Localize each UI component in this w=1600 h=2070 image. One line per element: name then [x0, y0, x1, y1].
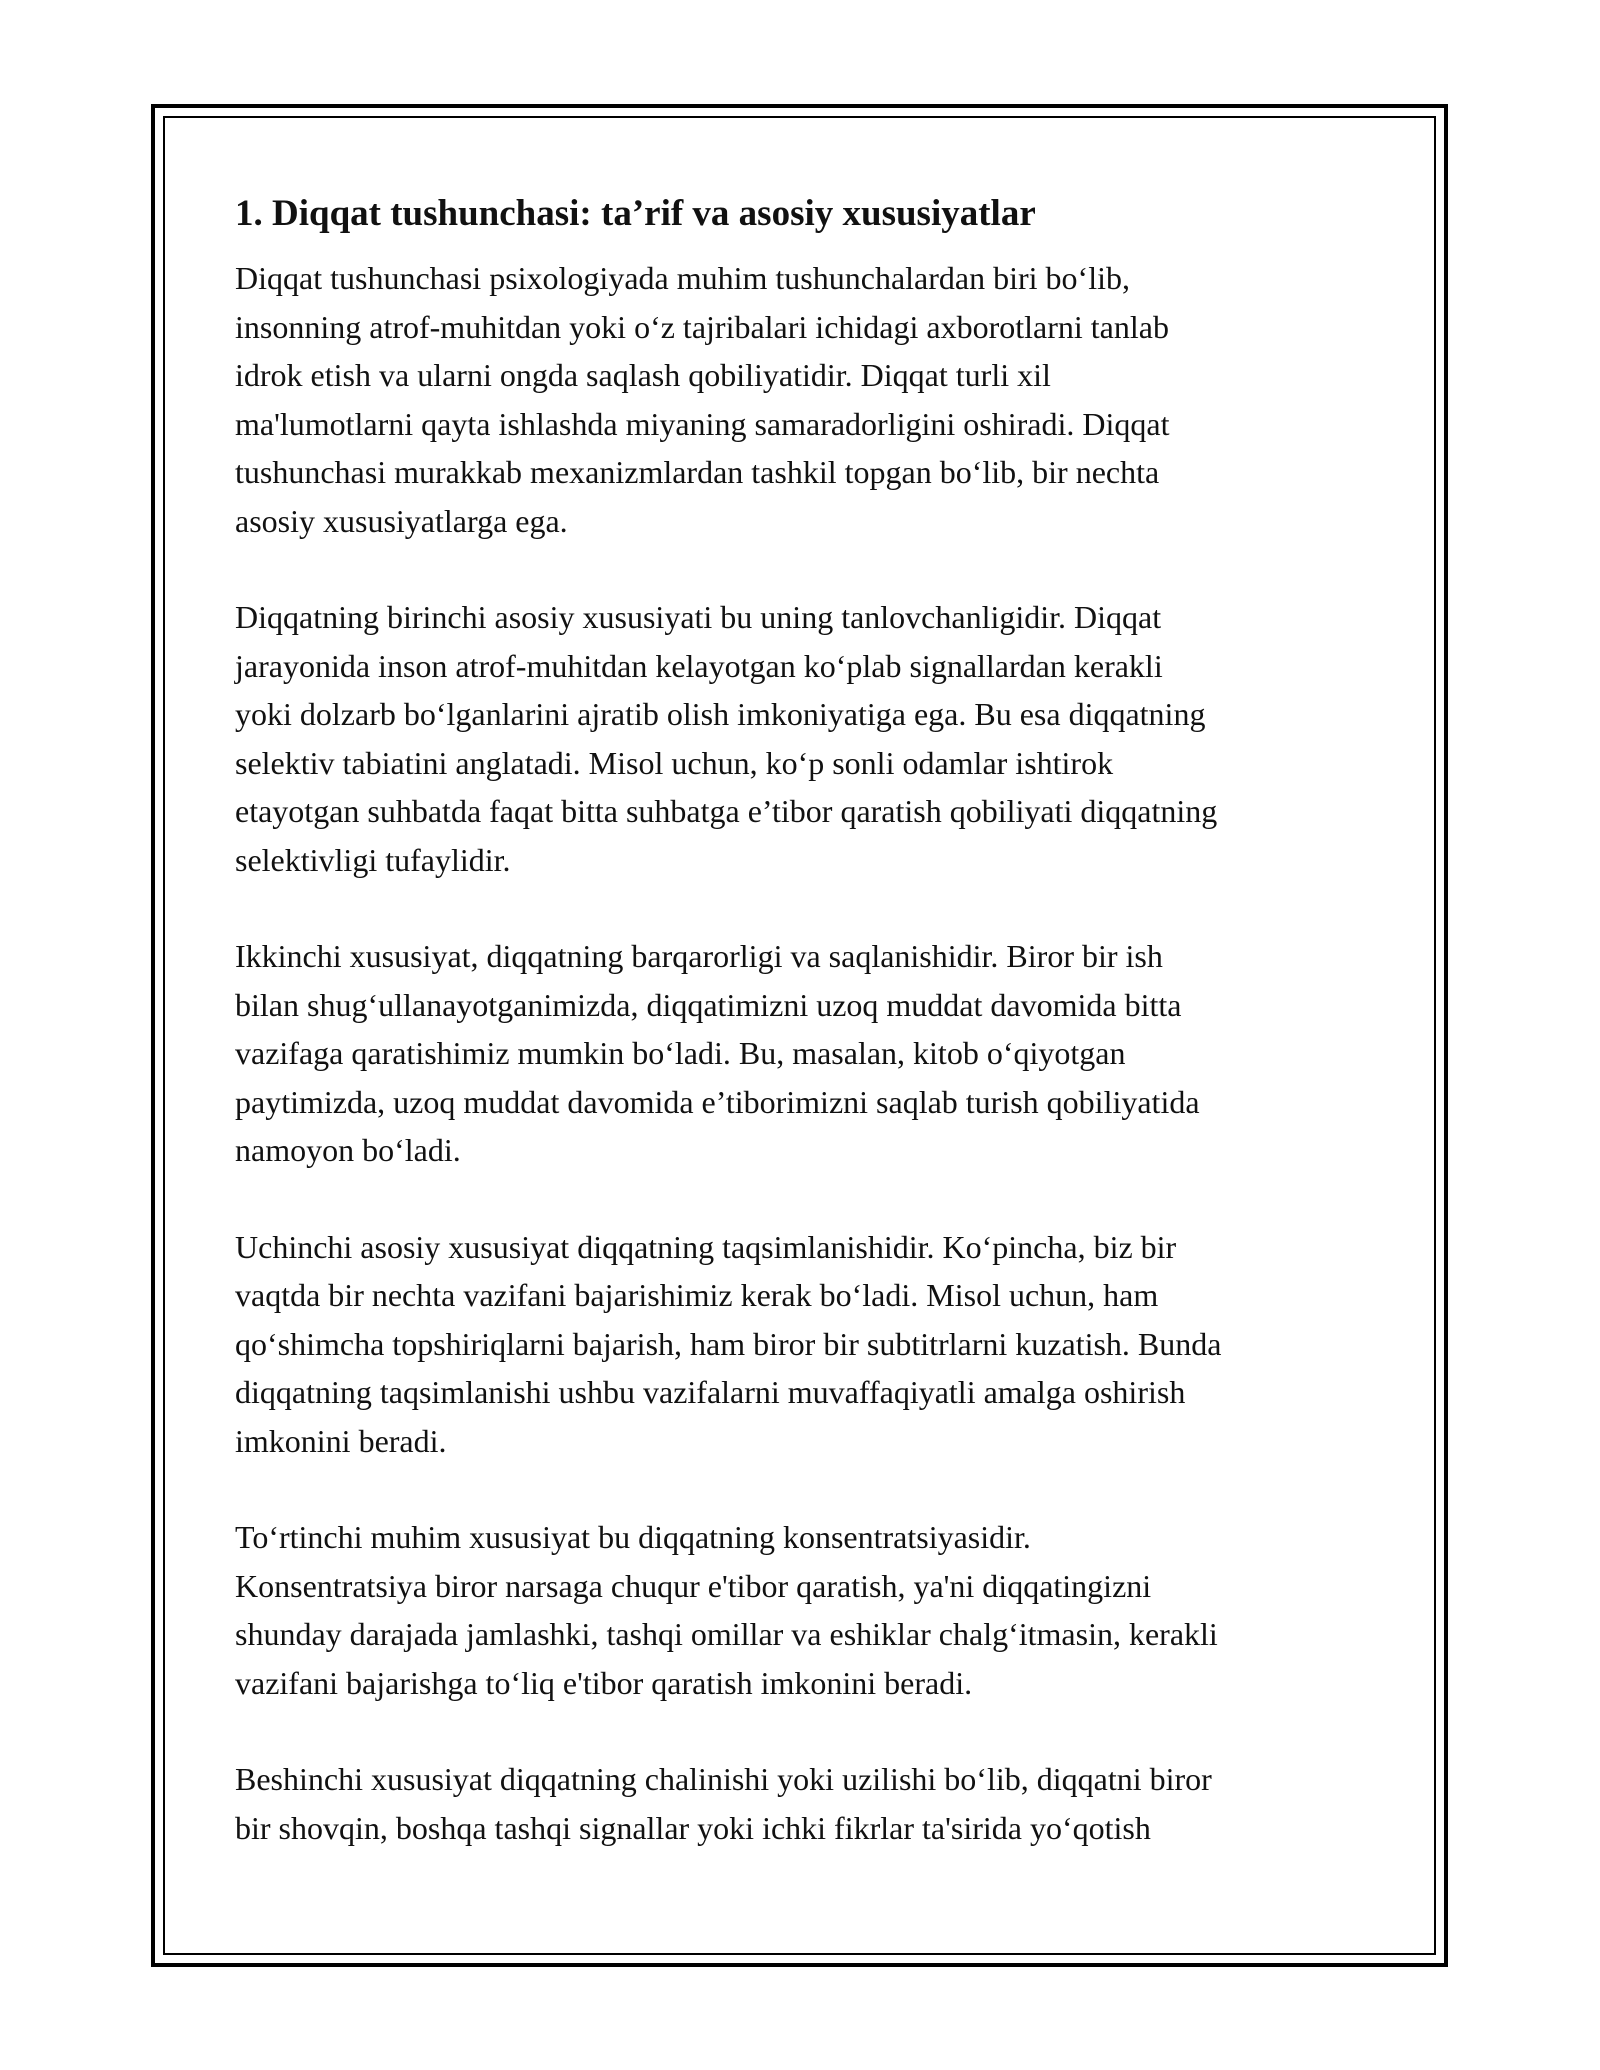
paragraph-definition: Diqqat tushunchasi psixologiyada muhim tushunchalardan biri bo‘lib, insonning atrof-muhitdan yoki o‘z tajribalari ichidagi axborotlarni tanlab idrok etish va ularni ongda saqlash qobiliyatidir. Diqqat turli xil ma'lumotlarni qayta ishlashda miyaning samaradorligini oshiradi. Diqqat tushunchasi murakkab mexanizmlardan tashkil topgan bo‘lib, bir nechta asosiy xususiyatlarga ega.	[235, 260, 1170, 539]
paragraph-distribution: Uchinchi asosiy xususiyat diqqatning taqsimlanishidir. Ko‘pincha, biz bir vaqtda bir nechta vazifani bajarishimiz kerak bo‘ladi. Misol uchun, ham qo‘shimcha topshiriqlarni bajarish, ham biror bir subtitrlarni kuzatish. Bunda diqqatning taqsimlanishi ushbu vazifalarni muvaffaqiyatli amalga oshirish imkonini beradi.	[235, 1228, 1222, 1459]
document-body	[235, 186, 1375, 1900]
paragraph-stability: Ikkinchi xususiyat, diqqatning barqarorligi va saqlanishidir. Biror bir ish bilan shug‘ullanayotganimizda, diqqatimizni uzoq muddat davomida bitta vazifaga qaratishimiz mumkin bo‘ladi. Bu, masalan, kitob o‘qiyotgan paytimizda, uzoq muddat davomida e’tiborimizni saqlab turish qobiliyatida namoyon bo‘ladi.	[235, 938, 1200, 1168]
section-heading: 1. Diqqat tushunchasi: ta’rif va asosiy xususiyatlar	[235, 193, 1036, 234]
paragraph-distraction: Beshinchi xususiyat diqqatning chalinishi yoki uzilishi bo‘lib, diqqatni biror bir shovqin, boshqa tashqi signallar yoki ichki fikrlar ta'sirida yo‘qotish	[235, 1761, 1212, 1846]
paragraph-selectivity: Diqqatning birinchi asosiy xususiyati bu uning tanlovchanligidir. Diqqat jarayonida inson atrof-muhitdan kelayotgan ko‘plab signallardan kerakli yoki dolzarb bo‘lganlarini ajratib olish imkoniyatiga ega. Bu esa diqqatning selektiv tabiatini anglatadi. Misol uchun, ko‘p sonli odamlar ishtirok etayotgan suhbatda faqat bitta suhbatga e’tibor qaratish qobiliyati diqqatning selektivligi tufaylidir.	[235, 599, 1218, 878]
paragraph-concentration: To‘rtinchi muhim xususiyat bu diqqatning konsentratsiyasidir. Konsentratsiya biror narsaga chuqur e'tibor qaratish, ya'ni diqqatingizni shunday darajada jamlashki, tashqi omillar va eshiklar chalg‘itmasin, kerakli vazifani bajarishga to‘liq e'tibor qaratish imkonini beradi.	[235, 1519, 1218, 1701]
